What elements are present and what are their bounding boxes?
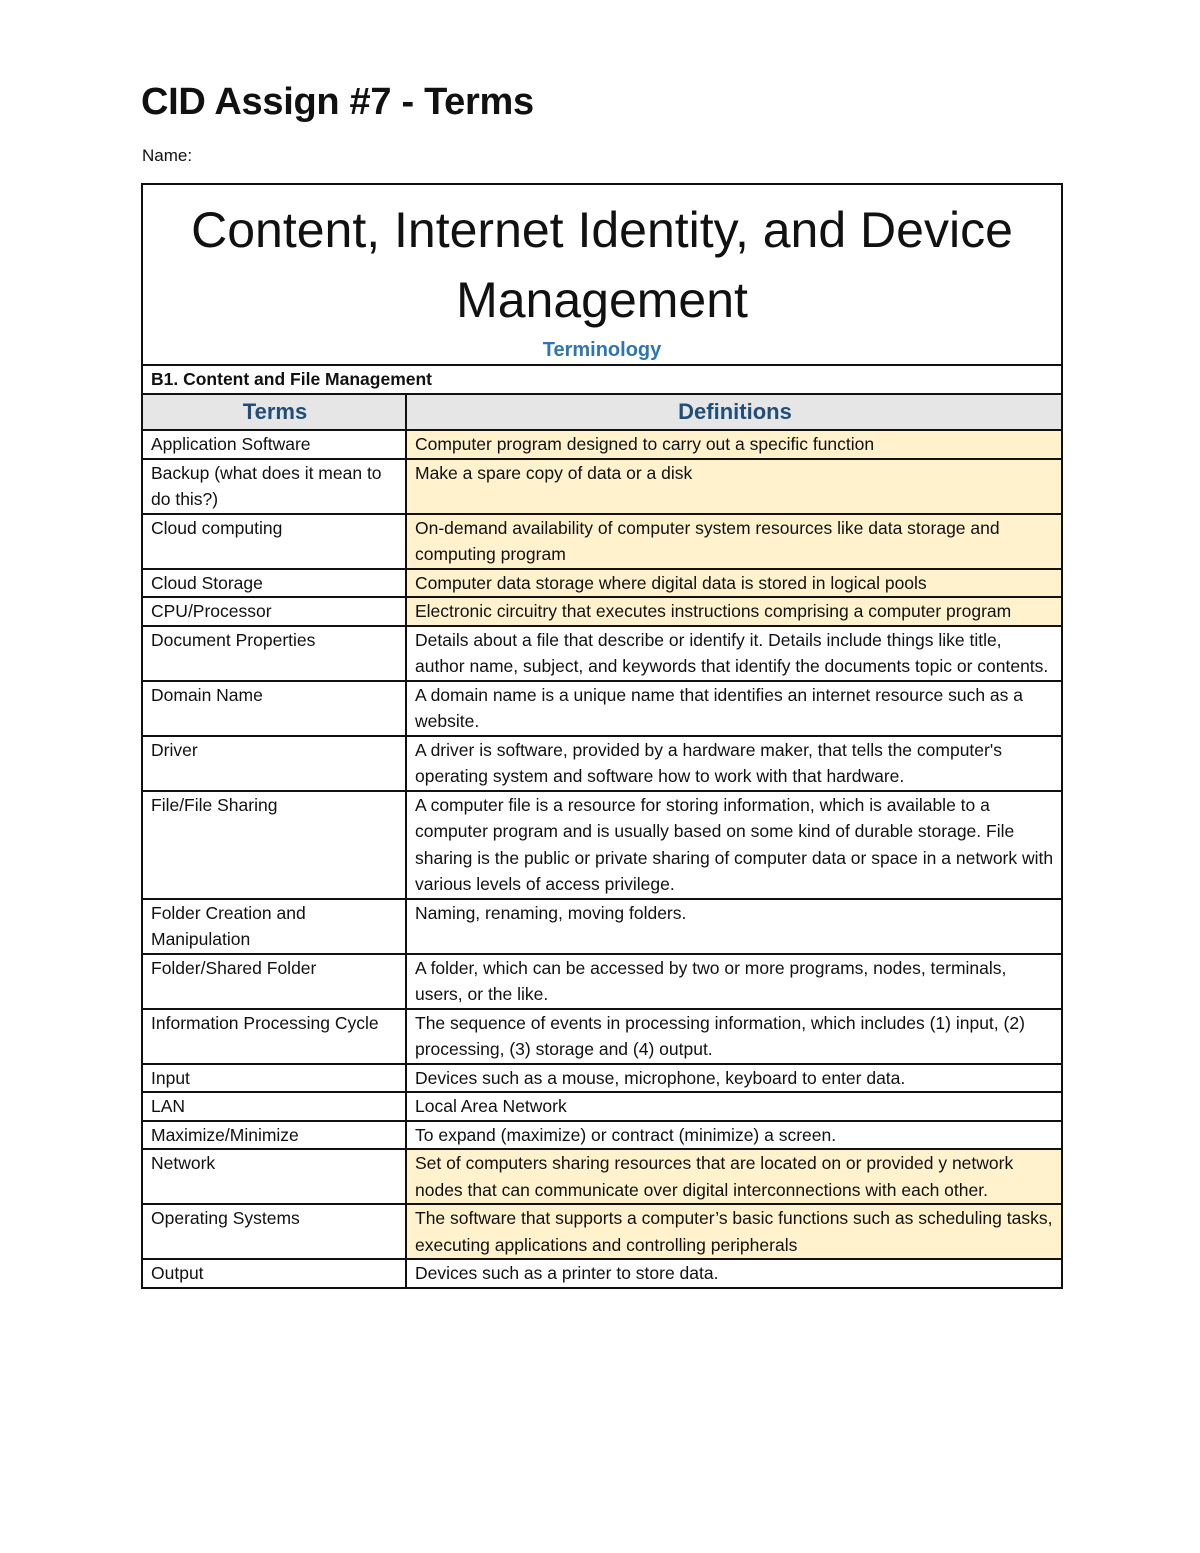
term-cell: Maximize/Minimize <box>142 1121 406 1150</box>
table-row <box>142 1204 1062 1259</box>
column-header-terms: Terms <box>142 394 406 430</box>
term-cell: Folder Creation and Manipulation <box>142 899 406 954</box>
definition-cell: To expand (maximize) or contract (minimize) a screen. <box>406 1121 1062 1150</box>
banner-row <box>142 184 1062 365</box>
table-row <box>142 430 1062 459</box>
term-cell: Output <box>142 1259 406 1288</box>
table-row <box>142 597 1062 626</box>
section-label: B1. Content and File Management <box>142 365 1062 394</box>
term-cell: Network <box>142 1149 406 1204</box>
table-row <box>142 681 1062 736</box>
terminology-table <box>141 183 1063 1289</box>
table-row <box>142 459 1062 514</box>
term-cell: CPU/Processor <box>142 597 406 626</box>
definition-cell: A domain name is a unique name that identifies an internet resource such as a website. <box>406 681 1062 736</box>
definition-cell: Naming, renaming, moving folders. <box>406 899 1062 954</box>
definition-cell: A driver is software, provided by a hardware maker, that tells the computer's operating system and software how to work with that hardware. <box>406 736 1062 791</box>
banner-subtitle: Terminology <box>542 339 662 361</box>
term-cell: File/File Sharing <box>142 791 406 899</box>
terminology-table-body <box>142 184 1062 1288</box>
definition-cell: A computer file is a resource for storing information, which is available to a computer program and is usually based on some kind of durable storage. File sharing is the public or private sharing of computer data or space in a network with various levels of access privilege. <box>406 791 1062 899</box>
column-header-row <box>142 394 1062 430</box>
term-cell: Cloud computing <box>142 514 406 569</box>
table-row <box>142 791 1062 899</box>
term-cell: Information Processing Cycle <box>142 1009 406 1064</box>
term-cell: Backup (what does it mean to do this?) <box>142 459 406 514</box>
table-row <box>142 1009 1062 1064</box>
term-cell: Folder/Shared Folder <box>142 954 406 1009</box>
document-title: CID Assign #7 - Terms <box>141 81 534 123</box>
column-header-definitions: Definitions <box>406 394 1062 430</box>
term-cell: Domain Name <box>142 681 406 736</box>
definition-cell: A folder, which can be accessed by two or more programs, nodes, terminals, users, or the like. <box>406 954 1062 1009</box>
name-label: Name: <box>142 146 193 165</box>
definition-cell: Devices such as a printer to store data. <box>406 1259 1062 1288</box>
term-cell: Operating Systems <box>142 1204 406 1259</box>
table-row <box>142 899 1062 954</box>
table-row <box>142 514 1062 569</box>
definition-cell: Devices such as a mouse, microphone, keyboard to enter data. <box>406 1064 1062 1093</box>
term-cell: Driver <box>142 736 406 791</box>
table-row <box>142 1121 1062 1150</box>
section-row <box>142 365 1062 394</box>
definition-cell: Computer program designed to carry out a specific function <box>406 430 1062 459</box>
term-cell: Cloud Storage <box>142 569 406 598</box>
term-cell: Application Software <box>142 430 406 459</box>
table-row <box>142 736 1062 791</box>
definition-cell: The sequence of events in processing information, which includes (1) input, (2) processing, (3) storage and (4) output. <box>406 1009 1062 1064</box>
definition-cell: The software that supports a computer’s basic functions such as scheduling tasks, executing applications and controlling peripherals <box>406 1204 1062 1259</box>
definition-cell: Electronic circuitry that executes instructions comprising a computer program <box>406 597 1062 626</box>
definition-cell: Set of computers sharing resources that are located on or provided y network nodes that can communicate over digital interconnections with each other. <box>406 1149 1062 1204</box>
term-cell: LAN <box>142 1092 406 1121</box>
definition-cell: Make a spare copy of data or a disk <box>406 459 1062 514</box>
table-row <box>142 569 1062 598</box>
table-row <box>142 626 1062 681</box>
table-row <box>142 1064 1062 1093</box>
definition-cell: Computer data storage where digital data is stored in logical pools <box>406 569 1062 598</box>
definition-cell: Details about a file that describe or identify it. Details include things like title, author name, subject, and keywords that identify the documents topic or contents. <box>406 626 1062 681</box>
definition-cell: Local Area Network <box>406 1092 1062 1121</box>
table-row <box>142 1149 1062 1204</box>
banner-cell <box>142 184 1062 365</box>
banner-title: Content, Internet Identity, and Device Management <box>191 202 1013 328</box>
definition-cell: On-demand availability of computer system resources like data storage and computing program <box>406 514 1062 569</box>
table-row <box>142 954 1062 1009</box>
term-cell: Input <box>142 1064 406 1093</box>
term-cell: Document Properties <box>142 626 406 681</box>
table-row <box>142 1259 1062 1288</box>
table-row <box>142 1092 1062 1121</box>
